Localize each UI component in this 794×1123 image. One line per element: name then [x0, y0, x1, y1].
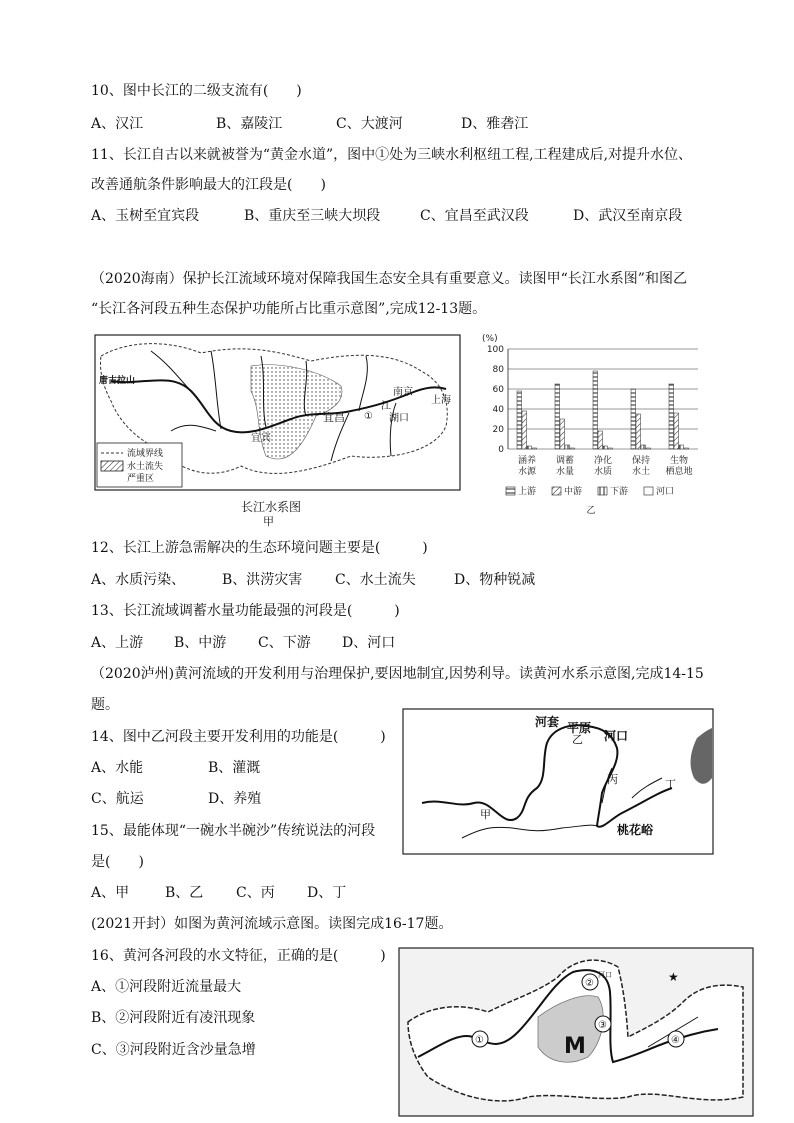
chart-caption: 乙	[586, 506, 596, 516]
x-tick-label: 生物	[669, 456, 689, 466]
y-tick-label: 80	[492, 365, 504, 375]
intro-16-17: (2021开封）如图为黄河流域示意图。读图完成16-17题。	[91, 916, 453, 932]
bar	[570, 448, 575, 449]
y-tick-label: 40	[492, 405, 504, 415]
bar	[560, 419, 565, 449]
q12-option-b: B、洪涝灾害	[222, 572, 303, 588]
basin-label-4: ④	[671, 1035, 680, 1046]
yangtze-river-map	[91, 331, 468, 527]
bar	[603, 446, 608, 449]
legend-swatch	[598, 487, 607, 495]
y-tick-label: 100	[486, 345, 504, 355]
bar	[532, 448, 537, 449]
basin-label-3: ③	[598, 1020, 607, 1031]
y-tick-label: 60	[492, 385, 504, 395]
map-title: 长江水系图	[241, 500, 302, 514]
legend-boundary: 流域界线	[127, 449, 164, 459]
bar	[674, 413, 679, 449]
y-tick-label: 0	[498, 445, 504, 455]
basin-label-m: M	[564, 1034, 586, 1059]
q15-stem-line2: 是( )	[91, 854, 144, 870]
svg-text:★: ★	[668, 970, 679, 984]
legend-label: 下游	[610, 487, 629, 497]
q10-option-c: C、大渡河	[336, 116, 403, 132]
yellow-river-basin-map	[398, 947, 754, 1117]
label-hekou: 河口	[604, 729, 629, 743]
q14-option-d: D、养殖	[208, 791, 262, 807]
x-tick-label: 水源	[517, 467, 537, 477]
legend-label: 上游	[518, 487, 537, 497]
x-tick-label: 水土	[631, 467, 651, 477]
label-tanggula: 唐古拉山	[99, 376, 136, 386]
bar	[631, 389, 636, 449]
intro-12-13-line2: “长江各河段五种生态保护功能所占比重示意图”,完成12-13题。	[91, 301, 487, 317]
bar	[646, 448, 651, 449]
legend-swatch	[644, 487, 653, 495]
q11-option-b: B、重庆至三峡大坝段	[244, 208, 381, 224]
label-hukou: 湖口	[389, 413, 409, 424]
q10-stem: 10、图中长江的二级支流有( )	[91, 83, 302, 99]
q13-option-b: B、中游	[174, 635, 227, 651]
bar	[679, 445, 684, 449]
q15-option-c: C、丙	[236, 885, 275, 901]
q13-option-a: A、上游	[91, 635, 144, 651]
q10-option-a: A、汉江	[91, 116, 144, 132]
q14-option-c: C、航运	[91, 791, 144, 807]
label-shanghai: 上海	[431, 395, 451, 406]
x-tick-label: 水量	[555, 467, 575, 477]
bar	[641, 445, 646, 449]
q10-option-d: D、雅砻江	[461, 116, 529, 132]
y-tick-label: 20	[492, 425, 504, 435]
basin-label-1: ①	[475, 1035, 484, 1046]
label-taohuayu: 桃花峪	[617, 823, 654, 837]
bar	[669, 384, 674, 449]
x-tick-label: 调蓄	[555, 456, 575, 466]
q12-option-a: A、水质污染、	[91, 572, 186, 588]
q16-stem: 16、黄河各河段的水文特征，正确的是( )	[91, 948, 386, 964]
legend-erosion-2: 严重区	[127, 474, 155, 484]
bar	[593, 371, 598, 449]
bar	[522, 411, 527, 449]
q12-option-d: D、物种锐减	[454, 572, 536, 588]
label-circle-1: ①	[364, 411, 373, 422]
q11-option-c: C、宜昌至武汉段	[420, 208, 529, 224]
map-sub: 甲	[263, 515, 274, 527]
x-tick-label: 水质	[593, 467, 613, 477]
bar	[555, 384, 560, 449]
x-tick-label: 栖息地	[665, 467, 693, 477]
intro-14-15-line1: （2020泸州)黄河流域的开发利用与治理保护,要因地制宜,因势利导。读黄河水系示意图,完成14-15	[91, 666, 704, 682]
yellow-river-map	[402, 708, 714, 855]
x-tick-label: 净化	[593, 456, 613, 466]
legend-label: 中游	[564, 487, 583, 497]
label-yibin: 宜宾	[251, 433, 271, 444]
intro-14-15-line2: 题。	[91, 697, 119, 713]
label-jiang: 江	[381, 401, 391, 412]
y-axis-label: (%)	[482, 334, 498, 344]
q11-option-d: D、武汉至南京段	[573, 208, 683, 224]
bar	[517, 391, 522, 449]
label-bing: 丙	[607, 773, 618, 786]
q15-option-b: B、乙	[165, 885, 204, 901]
q15-stem-line1: 15、最能体现“一碗水半碗沙”传统说法的河段	[91, 823, 376, 839]
q13-stem: 13、长江流域调蓄水量功能最强的河段是( )	[91, 603, 400, 619]
q16-option-c: C、③河段附近含沙量急增	[91, 1042, 256, 1058]
label-pingyuan: 平原	[567, 721, 592, 735]
legend-swatch	[506, 487, 515, 495]
bar	[636, 414, 641, 449]
label-yichang: 宜昌	[323, 411, 345, 424]
q11-stem-line1: 11、长江自古以来就被誉为“黄金水道”，图中①处为三峡水利枢纽工程,工程建成后,对提升水位、	[91, 147, 693, 163]
bar	[598, 431, 603, 449]
q16-option-a: A、①河段附近流量最大	[91, 979, 242, 995]
q15-option-a: A、甲	[91, 885, 130, 901]
q12-stem: 12、长江上游急需解决的生态环境问题主要是( )	[91, 540, 428, 556]
basin-label-2: ②	[585, 978, 594, 989]
q12-option-c: C、水土流失	[335, 572, 416, 588]
bar	[565, 445, 570, 449]
legend-swatch	[552, 487, 561, 495]
ecology-function-chart	[478, 331, 704, 521]
label-ding: 丁	[665, 778, 676, 791]
q14-stem: 14、图中乙河段主要开发利用的功能是( )	[91, 729, 386, 745]
legend-label: 河口	[656, 487, 675, 497]
bar	[608, 448, 613, 449]
q15-option-d: D、丁	[307, 885, 347, 901]
q14-option-b: B、灌溉	[208, 760, 261, 776]
bar	[527, 446, 532, 449]
q13-option-c: C、下游	[258, 635, 311, 651]
q11-option-a: A、玉树至宜宾段	[91, 208, 200, 224]
x-tick-label: 保持	[631, 456, 651, 466]
q10-option-b: B、嘉陵江	[216, 116, 283, 132]
x-tick-label: 涵养	[517, 456, 537, 466]
label-hetao: 河套	[535, 715, 560, 729]
basin-label-city: 河口	[598, 971, 612, 979]
label-yi: 乙	[572, 733, 583, 746]
label-jia: 甲	[480, 808, 491, 821]
q14-option-a: A、水能	[91, 760, 144, 776]
q13-option-d: D、河口	[342, 635, 396, 651]
legend-erosion-1: 水土流失	[127, 462, 164, 472]
bar	[684, 448, 689, 449]
q16-option-b: B、②河段附近有凌汛现象	[91, 1010, 256, 1026]
q11-stem-line2: 改善通航条件影响最大的江段是( )	[91, 177, 326, 193]
intro-12-13-line1: （2020海南）保护长江流域环境对保障我国生态安全具有重要意义。读图甲“长江水系图”和图乙	[91, 271, 687, 287]
label-nanjing: 南京	[393, 387, 413, 398]
